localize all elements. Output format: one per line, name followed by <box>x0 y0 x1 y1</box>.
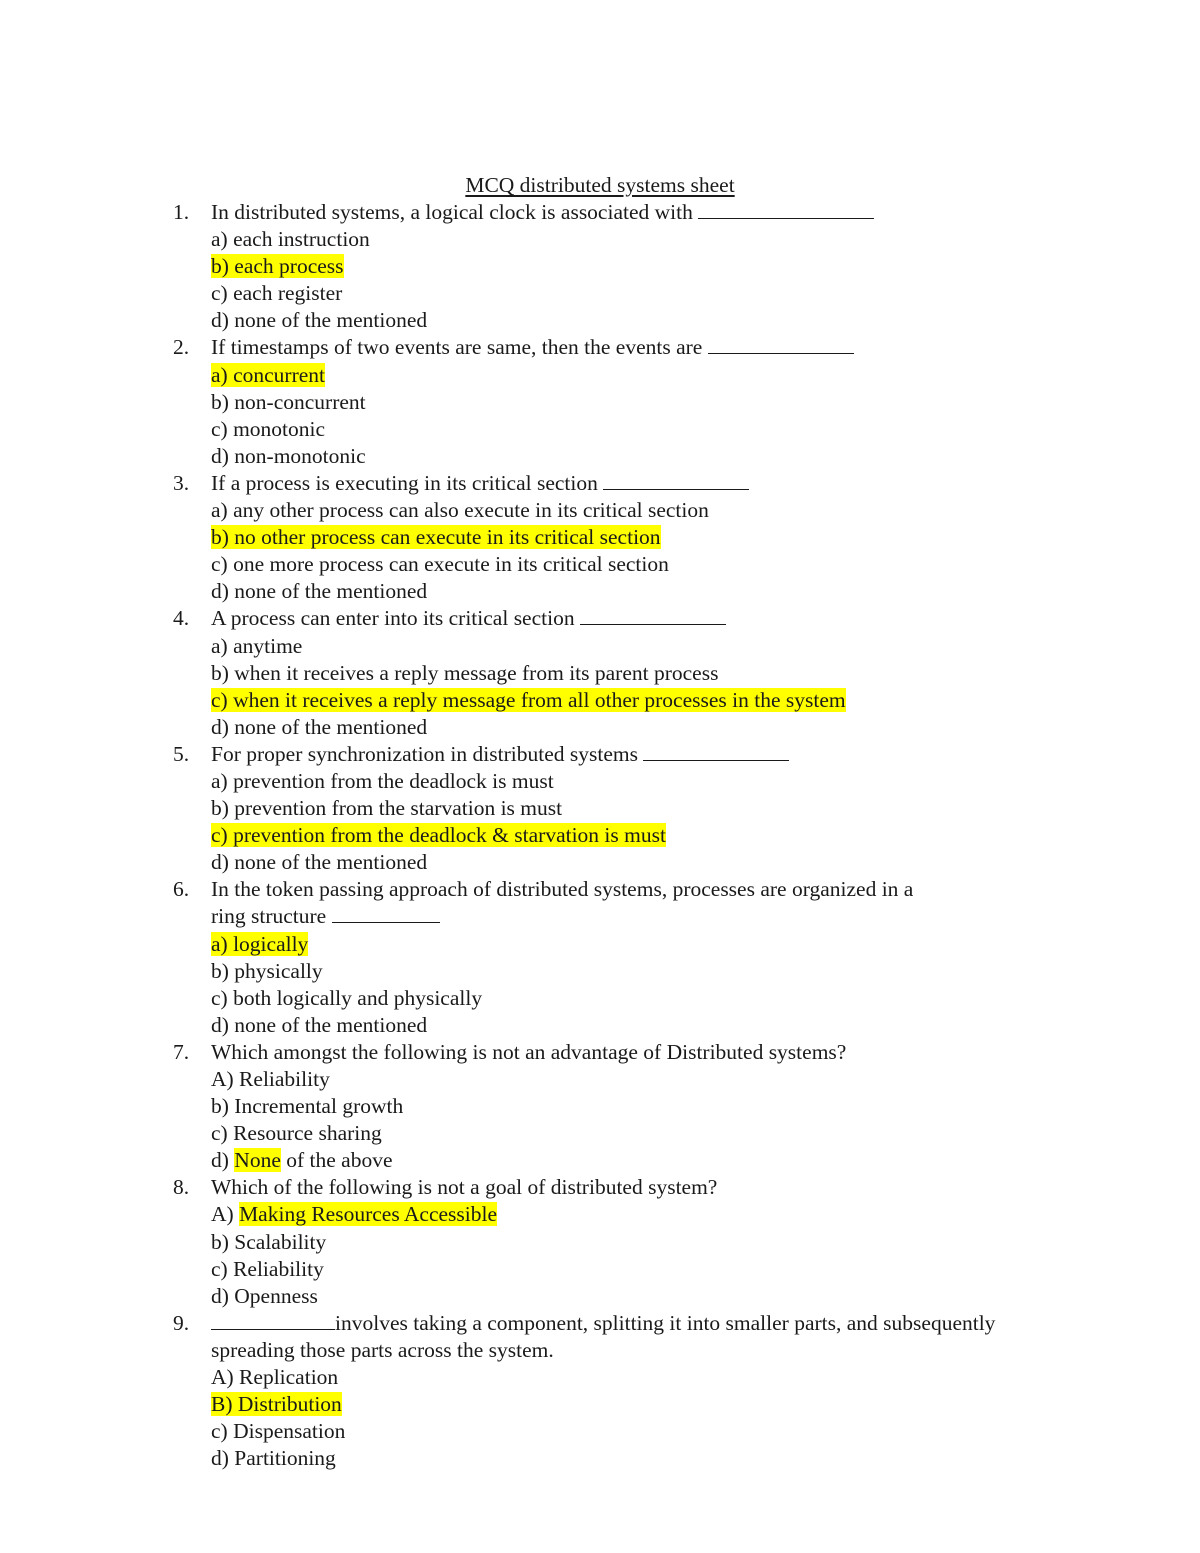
question-number: 2. <box>173 335 190 360</box>
option: c) Dispensation <box>211 1419 346 1444</box>
option: d) none of the mentioned <box>211 579 428 604</box>
option: b) prevention from the starvation is must <box>211 796 563 821</box>
question-2 <box>0 334 1200 469</box>
option: d) Partitioning <box>211 1446 336 1471</box>
option: A) Replication <box>211 1365 339 1390</box>
option-prefix: A) <box>211 1202 240 1227</box>
option-prefix: d) <box>211 1148 235 1173</box>
question-number: 3. <box>173 470 190 495</box>
highlighted-answer: c) when it receives a reply message from all other processes in the system <box>211 687 846 712</box>
option: c) Reliability <box>211 1256 324 1281</box>
highlighted-answer: b) no other process can execute in its critical section <box>211 525 661 550</box>
option: a) anytime <box>211 633 303 658</box>
option: a) prevention from the deadlock is must <box>211 768 554 793</box>
highlighted-answer: b) each process <box>211 254 344 279</box>
question-stem: If a process is executing in its critical section <box>211 470 604 495</box>
question-stem: Which amongst the following is not an advantage of Distributed systems? <box>211 1039 847 1064</box>
option: c) Resource sharing <box>211 1121 382 1146</box>
option-suffix: of the above <box>280 1148 393 1173</box>
answer-blank <box>211 1310 335 1330</box>
answer-blank <box>332 903 440 923</box>
question-3 <box>0 470 1200 605</box>
answer-blank <box>580 605 726 625</box>
option: c) monotonic <box>211 416 326 441</box>
question-list <box>0 199 1200 1472</box>
question-4 <box>0 605 1200 740</box>
question-number: 1. <box>173 200 190 224</box>
highlighted-answer: B) Distribution <box>211 1392 342 1417</box>
option: d) none of the mentioned <box>211 714 428 739</box>
option: b) physically <box>211 958 323 983</box>
question-stem: involves taking a component, splitting it into smaller parts, and subsequently <box>335 1310 996 1335</box>
question-number: 9. <box>173 1310 190 1335</box>
question-8 <box>0 1174 1200 1309</box>
question-stem: In distributed systems, a logical clock is associated with <box>211 200 699 224</box>
option: c) both logically and physically <box>211 985 483 1010</box>
question-stem: Which of the following is not a goal of distributed system? <box>211 1175 718 1200</box>
question-number: 4. <box>173 606 190 631</box>
option: d) none of the mentioned <box>211 850 428 875</box>
question-number: 6. <box>173 877 190 902</box>
option: A) Reliability <box>211 1067 330 1091</box>
answer-blank <box>603 470 749 490</box>
highlighted-answer: Making Resources Accessible <box>239 1202 497 1227</box>
question-1 <box>0 199 1200 334</box>
question-9 <box>0 1310 1200 1473</box>
option: a) each instruction <box>211 227 370 252</box>
option: d) Openness <box>211 1283 318 1308</box>
highlighted-answer: a) concurrent <box>211 362 325 387</box>
question-stem: For proper synchronization in distributed systems <box>211 741 644 766</box>
question-6 <box>0 876 1200 1039</box>
option: b) non-concurrent <box>211 389 366 414</box>
option: d) none of the mentioned <box>211 308 428 333</box>
question-number: 5. <box>173 741 190 766</box>
answer-blank <box>643 741 789 761</box>
page-title: MCQ distributed systems sheet <box>465 173 735 197</box>
question-7 <box>0 1039 1200 1174</box>
question-stem-continued: spreading those parts across the system. <box>211 1337 554 1362</box>
option: c) one more process can execute in its critical section <box>211 552 669 577</box>
question-stem: If timestamps of two events are same, then the events are <box>211 335 708 360</box>
answer-blank <box>708 334 854 354</box>
option: a) any other process can also execute in its critical section <box>211 498 709 523</box>
option: b) Incremental growth <box>211 1094 404 1119</box>
question-stem: A process can enter into its critical section <box>211 606 580 631</box>
option: d) non-monotonic <box>211 443 366 468</box>
option: b) when it receives a reply message from its parent process <box>211 660 719 685</box>
option: d) none of the mentioned <box>211 1012 428 1037</box>
question-number: 8. <box>173 1175 190 1200</box>
question-number: 7. <box>173 1039 190 1064</box>
question-stem: In the token passing approach of distributed systems, processes are organized in a <box>211 877 914 902</box>
question-stem-continued: ring structure <box>211 904 332 929</box>
highlighted-answer: c) prevention from the deadlock & starvation is must <box>211 823 666 848</box>
option: c) each register <box>211 281 343 306</box>
highlighted-answer: a) logically <box>211 931 309 956</box>
question-5 <box>0 741 1200 876</box>
option: b) Scalability <box>211 1229 327 1254</box>
highlighted-answer: None <box>234 1148 281 1173</box>
answer-blank <box>698 199 874 219</box>
